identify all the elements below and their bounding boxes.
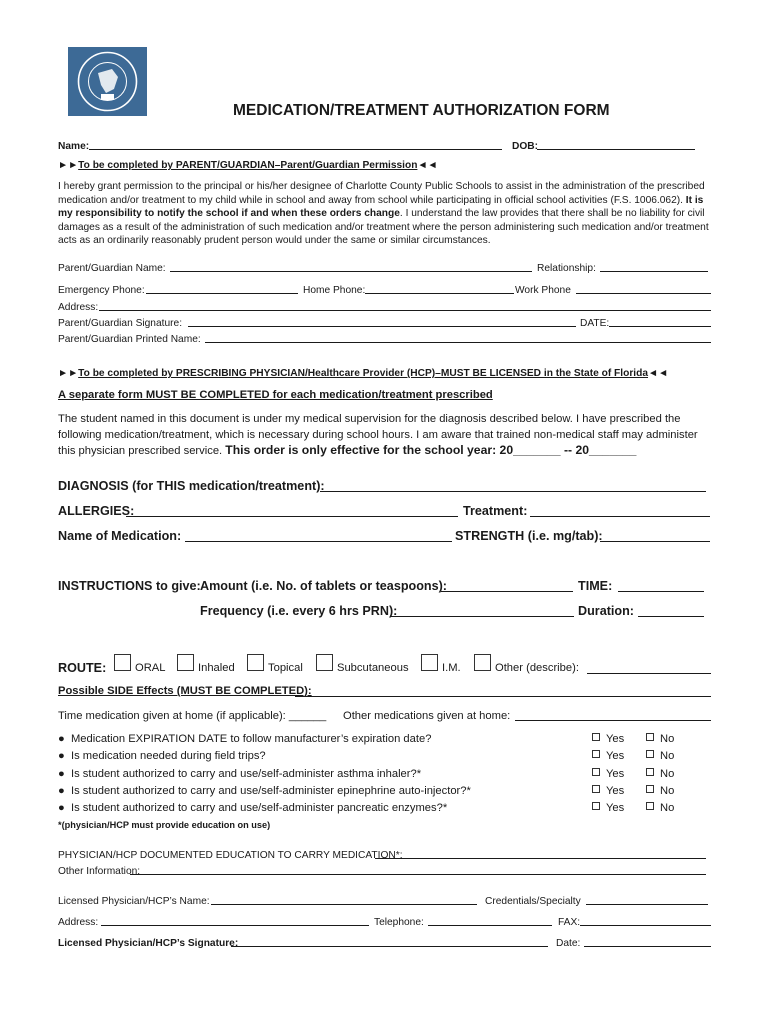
relationship-label: Relationship: [537,263,596,274]
yes-checkbox[interactable] [592,733,600,741]
route-im-label: I.M. [442,662,461,674]
no-option[interactable] [646,802,674,814]
work-phone-label: Work Phone [515,285,571,296]
hcp-date-field[interactable] [584,937,711,947]
question-text: Is student authorized to carry and use/self-administer epinephrine auto-injector?* [70,785,471,797]
no-option[interactable] [646,750,674,762]
parent-name-label: Parent/Guardian Name: [58,263,166,274]
physician-section-heading [58,368,668,379]
yes-label: Yes [606,750,625,762]
statement-text: The student named in this document is under my medical supervision for the diagnosis described below. I have prescribed the following medication/treatment, which is necessary during school hours. I am aware that trained non-medical staff may administer this physician prescribed service. [58,413,698,457]
other-info-label: Other Information: [58,866,141,877]
hcp-signature-label: Licensed Physician/HCP’s Signature: [58,938,239,949]
education-field[interactable] [375,849,706,859]
no-checkbox[interactable] [646,768,654,776]
yes-label: Yes [606,733,625,745]
education-label: PHYSICIAN/HCP DOCUMENTED EDUCATION TO CARRY MEDICATION*: [58,850,403,861]
yes-option[interactable] [592,802,624,814]
allergies-label: ALLERGIES: [58,504,135,518]
parent-signature-label: Parent/Guardian Signature: [58,318,183,329]
time-home-label: Time medication given at home (if applicable): ______ [58,710,327,722]
other-meds-field[interactable] [515,710,711,721]
other-meds-label: Other medications given at home: [343,710,511,722]
other-info-field[interactable] [130,865,706,875]
emergency-phone-label: Emergency Phone: [58,285,145,296]
route-oral-checkbox[interactable] [114,654,131,671]
yes-option[interactable] [592,733,624,745]
permission-text: I hereby grant permission to the principal or his/her designee of Charlotte County Public Schools to assist in the administration of the prescribed medication and/or treatment to my child while in school and away from school while participating in official school activities (F.S. 1006.062). [58,181,705,206]
parent-printed-name-field[interactable] [205,333,711,343]
time-field[interactable] [618,579,704,592]
yes-checkbox[interactable] [592,785,600,793]
diagnosis-field[interactable] [320,479,706,492]
physician-statement [58,412,718,460]
diagnosis-label: DIAGNOSIS (for THIS medication/treatment): [58,479,325,493]
arrow-right-icon: ►► [58,160,79,171]
yes-option[interactable] [592,750,624,762]
hcp-signature-field[interactable] [231,937,548,947]
name-field[interactable] [89,140,502,150]
arrow-left-icon: ◄◄ [417,160,438,171]
frequency-field[interactable] [390,604,574,617]
parent-date-field[interactable] [609,317,711,327]
parent-name-field[interactable] [170,262,532,272]
yes-label: Yes [606,802,625,814]
medication-name-field[interactable] [185,529,452,542]
hcp-address-field[interactable] [101,916,369,926]
form-title: MEDICATION/TREATMENT AUTHORIZATION FORM [233,102,610,119]
treatment-field[interactable] [530,504,710,517]
question-text: Is student authorized to carry and use/self-administer pancreatic enzymes?* [70,802,448,814]
home-phone-field[interactable] [365,284,514,294]
no-label: No [660,733,675,745]
route-oral-label: ORAL [135,662,166,674]
route-subcutaneous-checkbox[interactable] [316,654,333,671]
no-option[interactable] [646,785,674,797]
time-label: TIME: [578,579,613,593]
medication-name-label: Name of Medication: [58,529,182,543]
arrow-right-icon: ►► [58,368,79,379]
no-checkbox[interactable] [646,802,654,810]
fax-field[interactable] [580,916,711,926]
frequency-label: Frequency (i.e. every 6 hrs PRN): [200,604,398,618]
parent-date-label: DATE: [580,318,610,329]
no-checkbox[interactable] [646,785,654,793]
hcp-name-field[interactable] [211,895,477,905]
yes-option[interactable] [592,785,624,797]
question-text: Is medication needed during field trips? [70,750,266,762]
separate-form-notice: A separate form MUST BE COMPLETED for each medication/treatment prescribed [58,389,493,401]
route-inhaled-checkbox[interactable] [177,654,194,671]
question-text: Is student authorized to carry and use/self-administer asthma inhaler?* [70,768,422,780]
yes-checkbox[interactable] [592,750,600,758]
yes-label: Yes [606,785,625,797]
name-label: Name: [58,141,90,152]
route-subcutaneous-label: Subcutaneous [337,662,409,674]
route-label: ROUTE: [58,661,107,675]
no-checkbox[interactable] [646,733,654,741]
amount-label: Amount (i.e. No. of tablets or teaspoons): [200,579,447,593]
emergency-phone-field[interactable] [146,284,298,294]
route-other-field[interactable] [587,663,711,674]
question-item: ● Is student authorized to carry and use/self-administer asthma inhaler?* [58,768,422,780]
parent-section-heading [58,160,438,171]
side-effects-label: Possible SIDE Effects (MUST BE COMPLETED): [58,685,312,697]
yes-checkbox[interactable] [592,802,600,810]
strength-label: STRENGTH (i.e. mg/tab): [455,529,603,543]
route-im-checkbox[interactable] [421,654,438,671]
no-label: No [660,802,675,814]
hcp-address-label: Address: [58,917,99,928]
yes-label: Yes [606,768,625,780]
yes-option[interactable] [592,768,624,780]
route-topical-label: Topical [268,662,303,674]
credentials-label: Credentials/Specialty [485,896,581,907]
yes-checkbox[interactable] [592,768,600,776]
dob-field[interactable] [537,140,695,150]
route-other-label: Other (describe): [495,662,579,674]
school-seal-logo [68,47,147,116]
no-option[interactable] [646,733,674,745]
credentials-field[interactable] [586,895,708,905]
arrow-left-icon: ◄◄ [648,368,669,379]
side-effects-field[interactable] [295,685,711,697]
question-item: ● Medication EXPIRATION DATE to follow manufacturer’s expiration date? [58,733,432,745]
duration-field[interactable] [638,604,704,617]
hcp-date-label: Date: [556,938,581,949]
question-item: ● Is student authorized to carry and use/self-administer pancreatic enzymes?* [58,802,448,814]
parent-address-field[interactable] [99,301,711,311]
parent-heading-text: To be completed by PARENT/GUARDIAN–Parent/Guardian Permission [78,160,418,171]
amount-field[interactable] [441,579,573,592]
telephone-field[interactable] [428,916,552,926]
no-checkbox[interactable] [646,750,654,758]
effective-school-year: This order is only effective for the school year: 20_______ -- 20_______ [225,443,637,457]
parent-printed-name-label: Parent/Guardian Printed Name: [58,334,201,345]
route-inhaled-label: Inhaled [198,662,235,674]
physician-heading-text: To be completed by PRESCRIBING PHYSICIAN/Healthcare Provider (HCP)–MUST BE LICENSED in the State of Florida [78,368,649,379]
strength-field[interactable] [600,529,710,542]
telephone-label: Telephone: [374,917,424,928]
seal-icon [68,47,147,116]
no-option[interactable] [646,768,674,780]
no-label: No [660,768,675,780]
relationship-field[interactable] [600,262,708,272]
hcp-name-label: Licensed Physician/HCP’s Name: [58,896,210,907]
permission-paragraph [58,180,712,248]
work-phone-field[interactable] [576,284,711,294]
dob-label: DOB: [512,141,539,152]
home-phone-label: Home Phone: [303,285,366,296]
footnote: *(physician/HCP must provide education on use) [58,820,271,830]
duration-label: Duration: [578,604,634,618]
parent-signature-field[interactable] [188,317,576,327]
allergies-field[interactable] [126,504,458,517]
notify-school-text: It is my responsibility to notify the school if and when these orders change [58,194,704,220]
no-label: No [660,750,675,762]
question-item: ● Is medication needed during field trips? [58,750,266,762]
fax-label: FAX: [558,917,581,928]
instructions-label: INSTRUCTIONS to give: [58,579,201,593]
route-topical-checkbox[interactable] [247,654,264,671]
question-item: ● Is student authorized to carry and use/self-administer epinephrine auto-injector?* [58,785,471,797]
treatment-label: Treatment: [463,504,528,518]
liability-text: . I understand the law provides that there shall be no liability for civil damages as a result of the administration of such medication and/or treatment where the person administering such medication and/or treatment acts as an ordinarily reasonably prudent person would under the same or similar circumstances. [58,208,709,247]
no-label: No [660,785,675,797]
route-other-checkbox[interactable] [474,654,491,671]
parent-address-label: Address: [58,302,99,313]
question-text: Medication EXPIRATION DATE to follow manufacturer’s expiration date? [70,733,432,745]
